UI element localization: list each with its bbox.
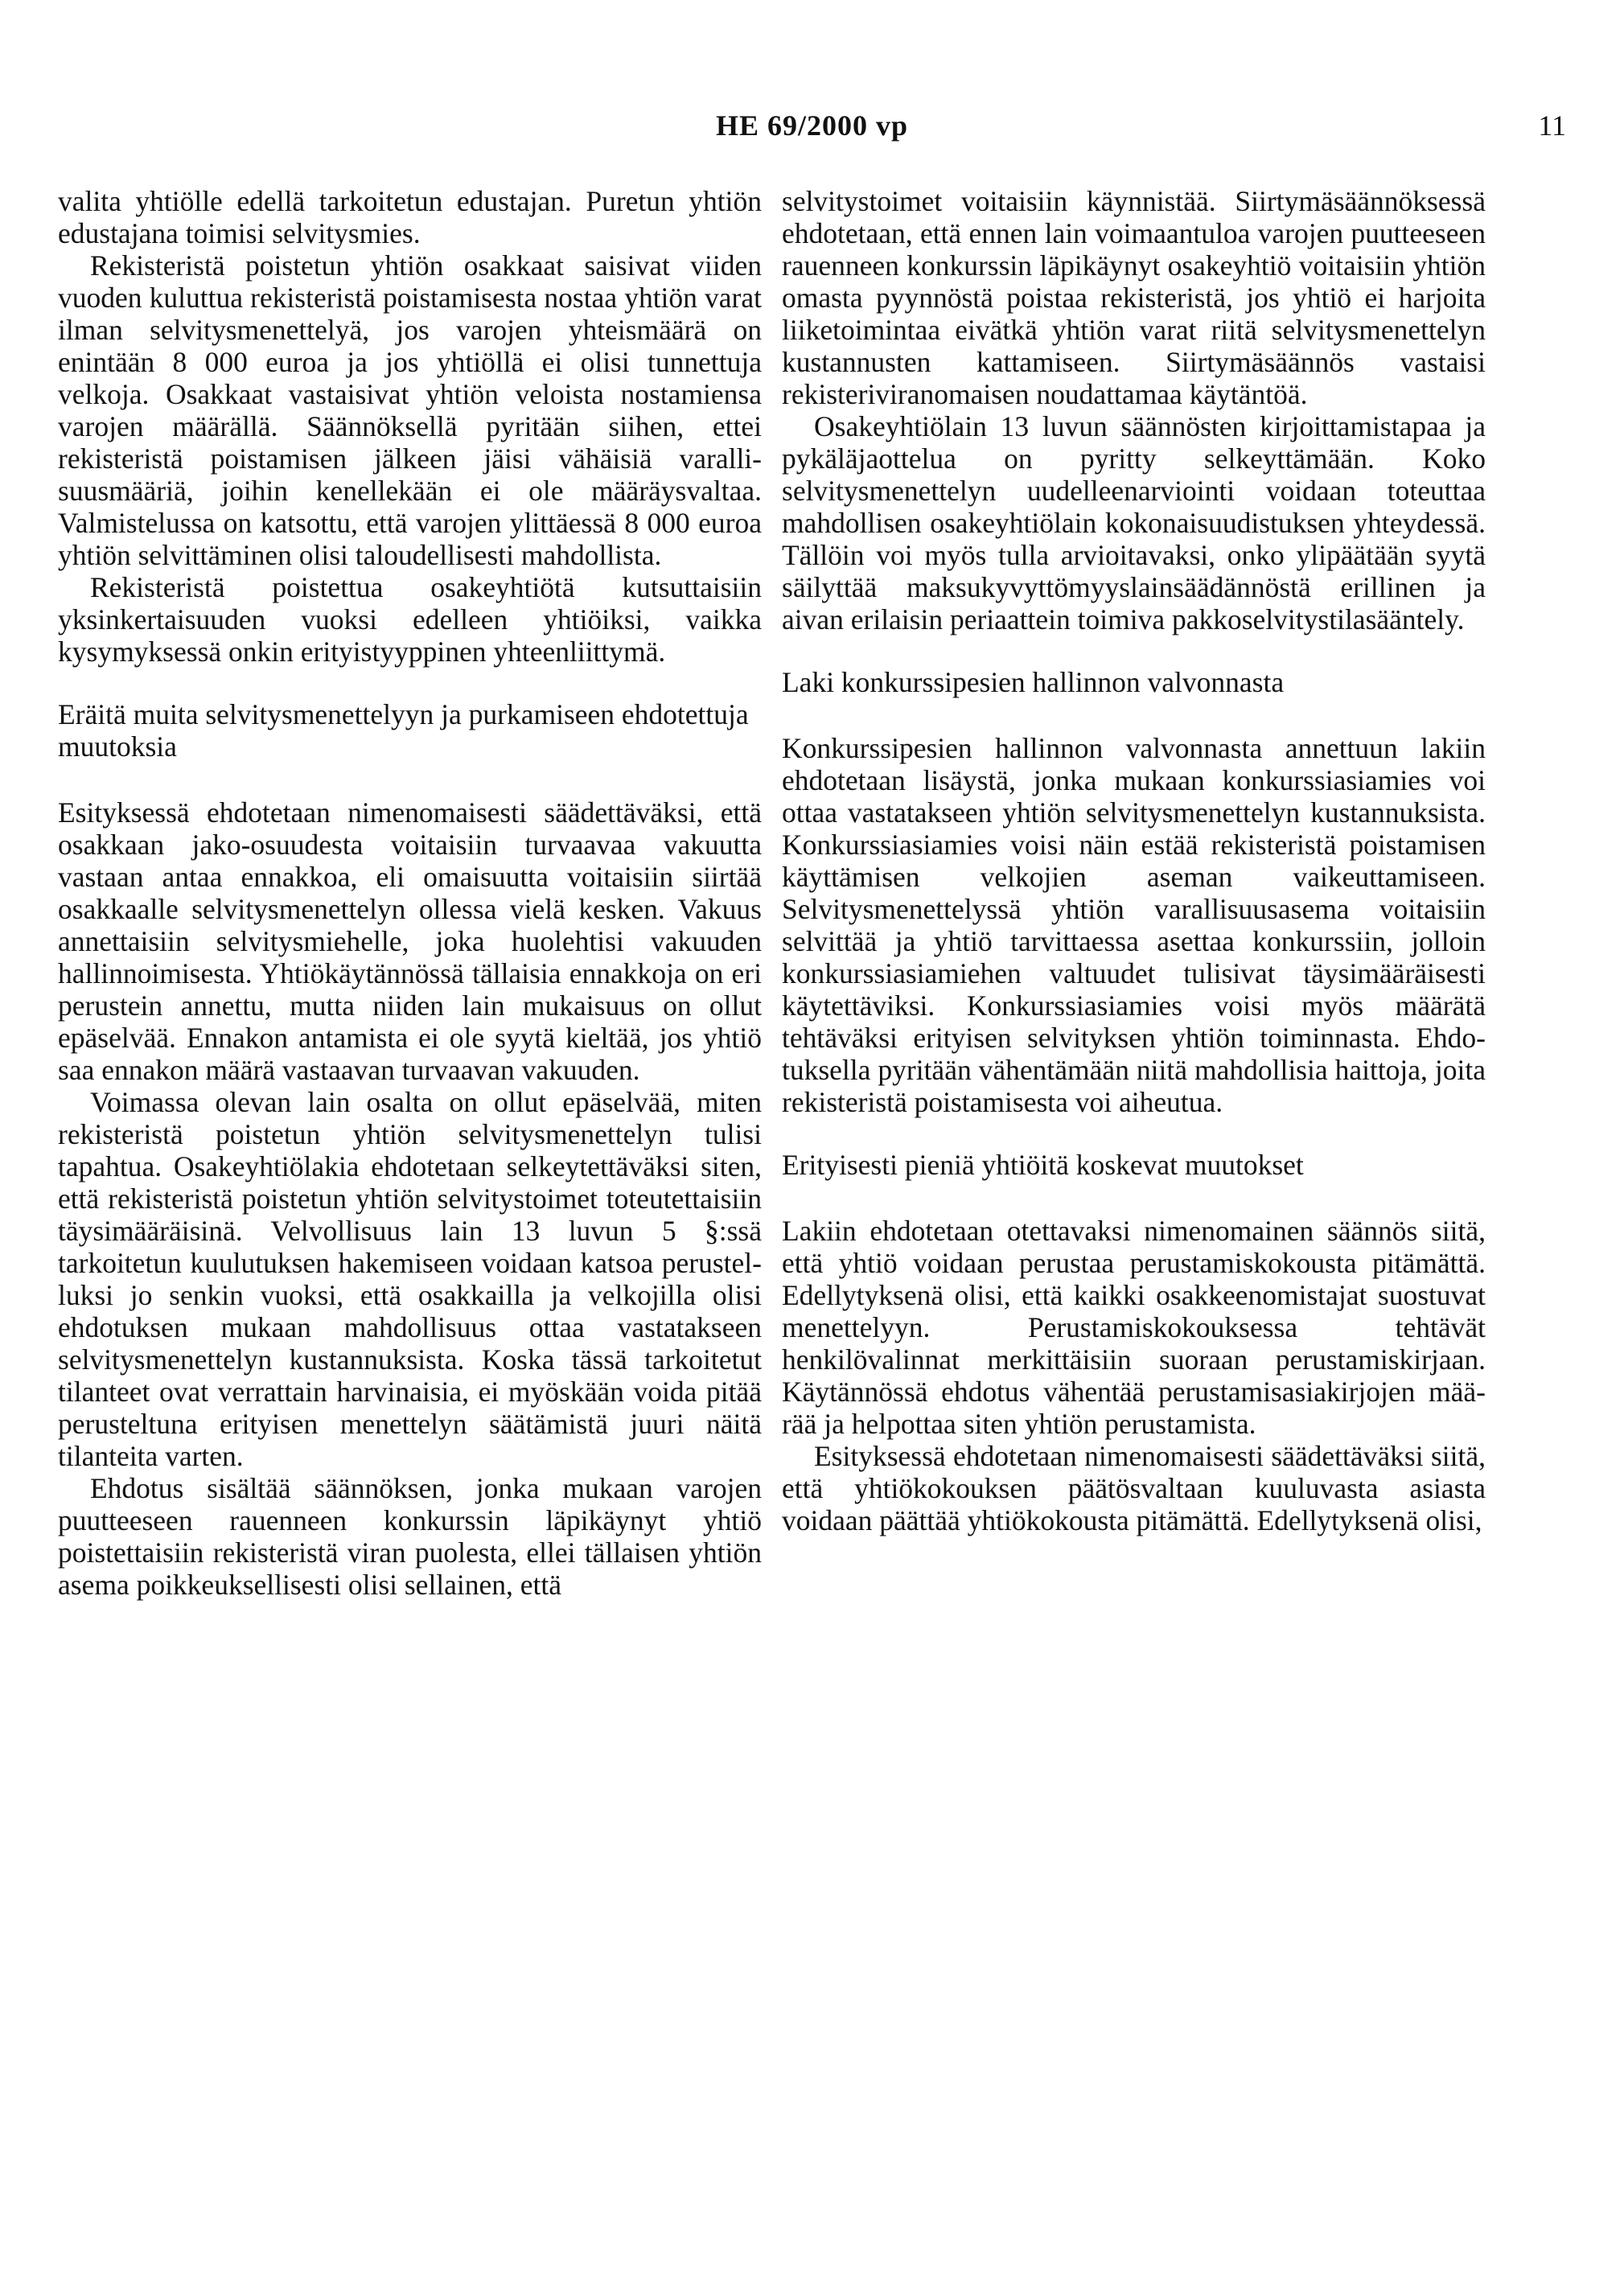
section-heading: Eräitä muita selvitysmenettelyyn ja purkamiseen ehdotettuja muutoksia — [58, 698, 749, 763]
paragraph: Esityksessä ehdotetaan nimenomaisesti säädettäväksi, että osakkaan jako-osuudesta voitaisiin turvaavaa vakuutta vastaan antaa ennakkoa, eli omaisuutta voitaisiin siirtää osakkaalle selvitysmenettelyn ollessa vielä kesken. Vakuus annettaisiin selvitysmiehelle, joka huolehtisi vakuuden hallinnoimisesta. Yhtiökäytännössä tällaisia ennakkoja on eri perustein annettu, mutta niiden lain mukaisuus on ollut epäselvää. Ennakon antamista ei ole syytä kieltää, jos yhtiö saa ennakon määrä vastaavan turvaavan vakuuden. — [58, 796, 762, 1086]
paragraph: selvitystoimet voitaisiin käynnistää. Siirtymäsäännöksessä ehdotetaan, että ennen lain voimaantuloa varojen puutteeseen rauenneen konkurssin läpikäynyt osakeyhtiö voitaisiin yhtiön omasta pyynnöstä poistaa rekisteristä, jos yhtiö ei harjoita liiketoimintaa eivätkä yhtiön varat riitä selvitysmenettelyn kustannusten kattamiseen. Siirtymäsäännös vastaisi rekisteriviranomaisen noudattamaa käytäntöä. — [782, 185, 1486, 410]
paragraph: Lakiin ehdotetaan otettavaksi nimenomainen säännös siitä, että yhtiö voidaan perustaa perustamiskokousta pitämättä. Edellytyksenä olisi, että kaikki osakkeenomistajat suostuvat menettelyyn. Perustamiskokouksessa tehtävät henkilövalinnat merkittäisiin suoraan perustamiskirjaan. Käytännössä ehdotus vähentää perustamisasiakirjojen määrää ja helpottaa siten yhtiön perustamista. — [782, 1215, 1486, 1440]
page-number: 11 — [1538, 109, 1566, 142]
right-column — [782, 185, 1486, 1536]
paragraph: Osakeyhtiölain 13 luvun säännösten kirjoittamistapaa ja pykäläjaottelua on pyritty selkeyttämään. Koko selvitysmenettelyn uudelleenarviointi voidaan toteuttaa mahdollisen osakeyhtiölain kokonaisuudistuksen yhteydessä. Tällöin voi myös tulla arvioitavaksi, onko ylipäätään syytä säilyttää maksukyvyttömyyslainsäädännöstä erillinen ja aivan erilaisin periaattein toimiva pakkoselvitystilasääntely. — [782, 410, 1486, 635]
paragraph: valita yhtiölle edellä tarkoitetun edustajan. Puretun yhtiön edustajana toimisi selvitysmies. — [58, 185, 762, 249]
paragraph: Voimassa olevan lain osalta on ollut epäselvää, miten rekisteristä poistetun yhtiön selvitysmenettelyn tulisi tapahtua. Osakeyhtiölakia ehdotetaan selkeytettäväksi siten, että rekisteristä poistetun yhtiön selvitystoimet toteutettaisiin täysimääräisinä. Velvollisuus lain 13 luvun 5 §:ssä tarkoitetun kuulutuksen hakemiseen voidaan katsoa perustelluksi jo senkin vuoksi, että osakkailla ja velkojilla olisi ehdotuksen mukaan mahdollisuus ottaa vastatakseen selvitysmenettelyn kustannuksista. Koska tässä tarkoitetut tilanteet ovat verrattain harvinaisia, ei myöskään voida pitää perusteltuna erityisen menettelyn säätämistä juuri näitä tilanteita varten. — [58, 1086, 762, 1472]
document-id: HE 69/2000 vp — [715, 109, 909, 142]
paragraph: Rekisteristä poistetun yhtiön osakkaat saisivat viiden vuoden kuluttua rekisteristä poistamisesta nostaa yhtiön varat ilman selvitysmenettelyä, jos varojen yhteismäärä on enintään 8 000 euroa ja jos yhtiöllä ei olisi tunnettuja velkoja. Osakkaat vastaisivat yhtiön veloista nostamiensa varojen määrällä. Säännöksellä pyritään siihen, ettei rekisteristä poistamisen jälkeen jäisi vähäisiä varallisuusmääriä, joihin kenellekään ei ole määräysvaltaa. Valmistelussa on katsottu, että varojen ylittäessä 8 000 euroa yhtiön selvittäminen olisi taloudellisesti mahdollista. — [58, 249, 762, 571]
page-header — [58, 109, 1566, 149]
paragraph: Konkurssipesien hallinnon valvonnasta annettuun lakiin ehdotetaan lisäystä, jonka mukaan konkurssiasiamies voi ottaa vastatakseen yhtiön selvitysmenettelyn kustannuksista. Konkurssiasiamies voisi näin estää rekisteristä poistamisen käyttämisen velkojien aseman vaikeuttamiseen. Selvitysmenettelyssä yhtiön varallisuusasema voitaisiin selvittää ja yhtiö tarvittaessa asettaa konkurssiin, jolloin konkurssiasiamiehen valtuudet tulisivat täysimääräisesti käytettäviksi. Konkurssiasiamies voisi myös määrätä tehtäväksi erityisen selvityksen yhtiön toiminnasta. Ehdotuksella pyritään vähentämään niitä mahdollisia haittoja, joita rekisteristä poistamisesta voi aiheutua. — [782, 732, 1486, 1118]
left-column — [58, 185, 762, 1601]
section-heading: Laki konkurssipesien hallinnon valvonnasta — [782, 666, 1285, 698]
paragraph: Ehdotus sisältää säännöksen, jonka mukaan varojen puutteeseen rauenneen konkurssin läpikäynyt yhtiö poistettaisiin rekisteristä viran puolesta, ellei tällaisen yhtiön asema poikkeuksellisesti olisi sellainen, että — [58, 1472, 762, 1601]
paragraph: Esityksessä ehdotetaan nimenomaisesti säädettäväksi siitä, että yhtiökokouksen päätösvaltaan kuuluvasta asiasta voidaan päättää yhtiökokousta pitämättä. Edellytyksenä olisi, — [782, 1440, 1486, 1536]
paragraph: Rekisteristä poistettua osakeyhtiötä kutsuttaisiin yksinkertaisuuden vuoksi edelleen yhtiöiksi, vaikka kysymyksessä onkin erityistyyppinen yhteenliittymä. — [58, 571, 762, 668]
section-heading: Erityisesti pieniä yhtiöitä koskevat muutokset — [782, 1149, 1304, 1181]
